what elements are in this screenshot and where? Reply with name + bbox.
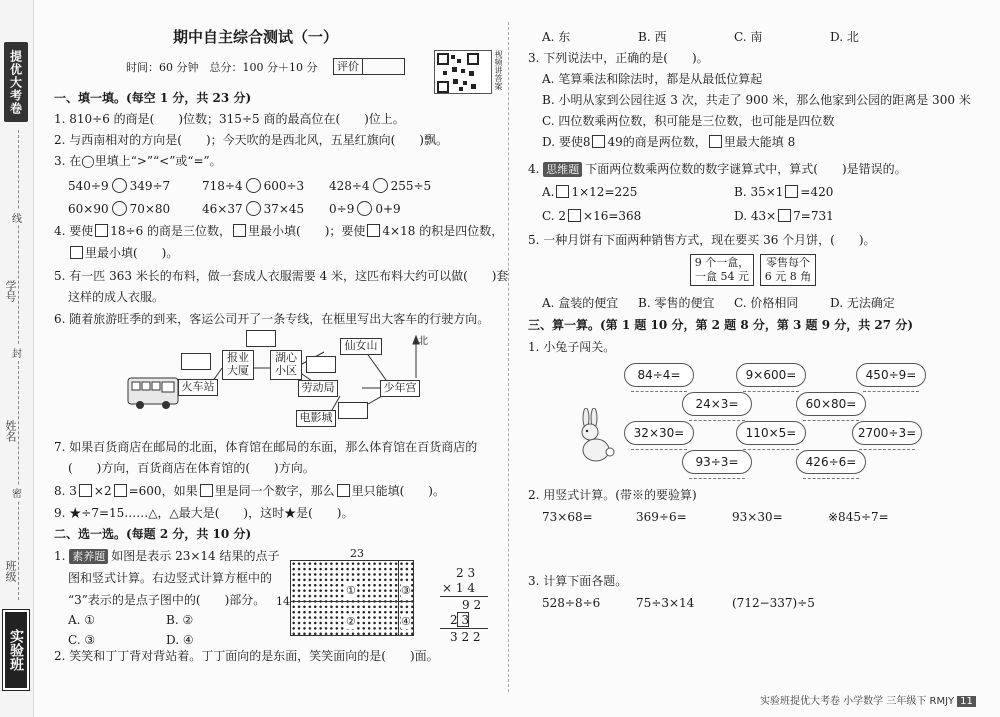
field-school-label: 学号 (4, 280, 17, 302)
seal-word-1: 线 (12, 210, 22, 225)
dot-grid-hline (290, 601, 414, 602)
cloud-problem[interactable]: 426÷6= (796, 450, 866, 474)
calc-3-2: 2. 用竖式计算。(带※的要验算) (528, 488, 697, 502)
vertical-calc[interactable]: 73×68= (542, 510, 593, 524)
cloud-problem[interactable]: 32×30= (624, 421, 694, 445)
choice-2-5-opt-a[interactable]: A. 盒装的便宜 (542, 296, 619, 310)
cloud-problem[interactable]: 2700÷3= (852, 421, 922, 445)
rabbit-icon (572, 408, 618, 464)
choice-2-2-opt-b[interactable]: B. 西 (638, 30, 667, 44)
choice-2-2-opt-a[interactable]: A. 东 (542, 30, 571, 44)
cloud-problem[interactable]: 93÷3= (682, 450, 752, 474)
vertical-highlight-box (457, 612, 469, 627)
answer-box[interactable] (200, 484, 213, 497)
answer-box (556, 185, 569, 198)
brand-bottom-logo: 实验班 (3, 610, 29, 690)
sale-box-retail: 零售每个 6 元 8 角 (760, 254, 816, 286)
choice-2-5-opt-b[interactable]: B. 零售的便宜 (638, 296, 715, 310)
choice-2-1-opt-d[interactable]: D. ④ (166, 633, 194, 647)
seal-line (18, 130, 19, 600)
page-footer: 实验班提优大考卷 小学数学 三年级下 RMJY 11 (760, 692, 976, 707)
choice-2-4-opt-c[interactable]: C. 2 ×16=368 (542, 209, 642, 223)
cloud-problem[interactable]: 9×600= (736, 363, 806, 387)
choice-2-4: 4. 思维题 下面两位数乘两位数的数字谜算式中，算式( )是错误的。 (528, 162, 907, 176)
map-park: 湖心 小区 (270, 350, 302, 380)
literacy-tag: 素养题 (69, 549, 108, 564)
answer-box (778, 209, 791, 222)
mixed-calc[interactable]: (712−337)÷5 (732, 596, 815, 610)
compare-circle[interactable] (373, 178, 388, 193)
compare-row-1-1: 540÷9 349÷7 (68, 179, 171, 193)
choice-2-2-opt-d[interactable]: D. 北 (830, 30, 859, 44)
compare-row-1-3: 428÷4 255÷5 (329, 179, 432, 193)
question-1-3: 3. 在◯里填上“>”“<”或“=”。 (54, 154, 222, 168)
column-divider (508, 22, 509, 692)
field-class-label: 班级 (4, 560, 17, 582)
choice-2-5: 5. 一种月饼有下面两种销售方式，现在要买 36 个月饼，( )。 (528, 233, 876, 247)
seal-word-3: 密 (12, 485, 22, 500)
brand-top-logo: 提优大考卷 (4, 42, 28, 122)
page-number: 11 (957, 696, 976, 707)
section-2-heading: 二、选一选。(每题 2 分，共 10 分) (54, 527, 252, 541)
route-blank-2[interactable] (246, 330, 276, 347)
time-score: 时间：60 分钟 总分：100 分＋10 分 (126, 61, 318, 74)
region-2: ② (346, 615, 356, 628)
answer-box (785, 185, 798, 198)
vertical-partial-2: 2 3 (450, 613, 470, 627)
question-1-2: 2. 与西南相对的方向是( )；今天吹的是西北风，五星红旗向( )飘。 (54, 133, 448, 147)
choice-2-2-opt-c[interactable]: C. 南 (734, 30, 763, 44)
region-1: ① (346, 584, 356, 597)
answer-box[interactable] (114, 484, 127, 497)
choice-2-1-opt-b[interactable]: B. ② (166, 613, 194, 627)
choice-2-1-opt-c[interactable]: C. ③ (68, 633, 96, 647)
choice-2-3-opt-a[interactable]: A. 笔算乘法和除法时，都是从最低位算起 (542, 72, 763, 86)
route-blank-3[interactable] (306, 356, 336, 373)
choice-2-1-line3: “3”表示的是点子图中的( )部分。 (68, 593, 266, 607)
question-1-7-cont: ( )方向，百货商店在体育馆的( )方向。 (68, 461, 315, 475)
choice-2-1: 1. 素养题 如图是表示 23×14 结果的点子 (54, 549, 280, 563)
question-1-4-cont: 里最小填( )。 (68, 246, 178, 261)
region-3: ③ (401, 584, 411, 597)
dot-grid-vline (398, 560, 399, 636)
sale-box-package: 9 个一盒， 一盒 54 元 (690, 254, 754, 286)
thinking-tag: 思维题 (543, 162, 582, 177)
vertical-partial-1: 9 2 (462, 598, 482, 612)
field-name-label: 姓名 (4, 420, 17, 442)
vertical-line-2 (440, 628, 488, 629)
region-4: ④ (401, 615, 411, 628)
question-1-8: 8. 3 ×2 =600，如果 里是同一个数字，那么 里只能填( )。 (54, 484, 445, 498)
compare-row-2-3: 0÷9 0+9 (329, 202, 401, 216)
choice-2-5-opt-c[interactable]: C. 价格相同 (734, 296, 799, 310)
answer-box[interactable] (709, 135, 722, 148)
question-1-9: 9. ★÷7=15……△，△最大是( )，这时★是( )。 (54, 506, 354, 520)
bus-icon (128, 378, 178, 409)
choice-2-4-opt-a[interactable]: A. 1×12=225 (542, 185, 638, 199)
route-blank-4[interactable] (338, 402, 368, 419)
section-1-heading: 一、填一填。(每空 1 分，共 23 分) (54, 91, 252, 105)
cloud-problem[interactable]: 84÷4= (624, 363, 694, 387)
question-1-4: 4. 要使 18÷6 的商是三位数， 里最小填( )；要使 4×18 的积是四位数， (54, 224, 504, 238)
choice-2-3-opt-d[interactable]: D. 要使8 49的商是两位数， 里最大能填 8 (542, 135, 796, 149)
compare-row-2-2: 46×37 37×45 (202, 202, 305, 216)
compare-circle[interactable] (112, 201, 127, 216)
compare-row-2-1: 60×90 70×80 (68, 202, 171, 216)
map-building: 报业 大厦 (222, 350, 254, 380)
compare-circle[interactable] (246, 201, 261, 216)
binding-strip (0, 0, 34, 717)
mixed-calc[interactable]: 75÷3×14 (636, 596, 695, 610)
dot-grid-left-label: 14 (276, 595, 290, 608)
choice-2-3-opt-c[interactable]: C. 四位数乘两位数，积可能是三位数，也可能是四位数 (542, 114, 835, 128)
answer-box[interactable] (337, 484, 350, 497)
choice-2-4-opt-b[interactable]: B. 35×1 =420 (734, 185, 834, 199)
cloud-problem[interactable]: 24×3= (682, 392, 752, 416)
compare-circle[interactable] (357, 201, 372, 216)
seal-word-2: 封 (12, 345, 22, 360)
choice-2-3: 3. 下列说法中，正确的是( )。 (528, 51, 709, 65)
eval-label: 评价 (334, 59, 363, 74)
cloud-problem[interactable]: 110×5= (736, 421, 806, 445)
compare-circle[interactable] (112, 178, 127, 193)
vertical-result: 3 2 2 (450, 630, 481, 644)
calc-3-3: 3. 计算下面各题。 (528, 574, 628, 588)
question-1-7: 7. 如果百货商店在邮局的北面，体育馆在邮局的东面，那么体育馆在百货商店的 (54, 440, 478, 454)
question-1-1: 1. 810÷6 的商是( )位数；315÷5 商的最高位在( )位上。 (54, 112, 405, 126)
answer-box[interactable] (79, 484, 92, 497)
choice-2-5-opt-d[interactable]: D. 无法确定 (830, 296, 895, 310)
answer-box[interactable] (592, 135, 605, 148)
vertical-line-1 (440, 596, 488, 597)
dot-grid-top-label: 23 (350, 547, 364, 560)
map-cinema: 电影城 (296, 410, 336, 427)
evaluation-box (333, 58, 405, 75)
question-1-5-cont: 这样的成人衣服。 (68, 290, 165, 304)
vertical-top: 2 3 (456, 566, 476, 580)
calc-3-1: 1. 小兔子闯关。 (528, 340, 616, 354)
choice-2-4-opt-d[interactable]: D. 43× 7=731 (734, 209, 834, 223)
vertical-calc[interactable]: ※845÷7= (828, 510, 889, 524)
question-1-6: 6. 随着旅游旺季的到来，客运公司开了一条专线，在框里写出大客车的行驶方向。 (54, 312, 490, 326)
cloud-problem[interactable]: 450÷9= (856, 363, 926, 387)
map-mountain: 仙女山 (340, 338, 382, 355)
vertical-calc[interactable]: 93×30= (732, 510, 783, 524)
map-station: 火车站 (178, 379, 218, 396)
answer-box (568, 209, 581, 222)
choice-2-3-opt-b[interactable]: B. 小明从家到公园往返 3 次，共走了 900 米，那么他家到公园的距离是 300 米 (542, 93, 971, 107)
qr-code-icon[interactable] (434, 50, 492, 94)
qr-caption: 视频讲答案 (494, 50, 503, 90)
mixed-calc[interactable]: 528÷8÷6 (542, 596, 601, 610)
compare-circle[interactable] (246, 178, 261, 193)
map-labor: 劳动局 (298, 380, 338, 397)
choice-2-1-line2: 图和竖式计算。右边竖式计算方框中的 (68, 571, 273, 585)
answer-box[interactable] (367, 224, 380, 237)
choice-2-2: 2. 笑笑和丁丁背对背站着。丁丁面向的是东面，笑笑面向的是( )面。 (54, 649, 439, 663)
choice-2-1-opt-a[interactable]: A. ① (68, 613, 96, 627)
map-palace: 少年宫 (380, 380, 420, 397)
north-label: 北 (418, 336, 428, 347)
compare-row-1-2: 718÷4 600÷3 (202, 179, 305, 193)
exam-title: 期中自主综合测试（一） (173, 28, 339, 46)
route-blank-1[interactable] (181, 353, 211, 370)
vertical-calc[interactable]: 369÷6= (636, 510, 687, 524)
vertical-mult: × 1 4 (442, 581, 475, 595)
cloud-problem[interactable]: 60×80= (796, 392, 866, 416)
answer-box[interactable] (70, 246, 83, 259)
answer-box[interactable] (95, 224, 108, 237)
question-1-5: 5. 有一匹 363 米长的布料，做一套成人衣服需要 4 米，这匹布料大约可以做( )套 (54, 269, 509, 283)
answer-box[interactable] (233, 224, 246, 237)
section-3-heading: 三、算一算。(第 1 题 10 分，第 2 题 8 分，第 3 题 9 分，共 27 分) (528, 318, 913, 332)
